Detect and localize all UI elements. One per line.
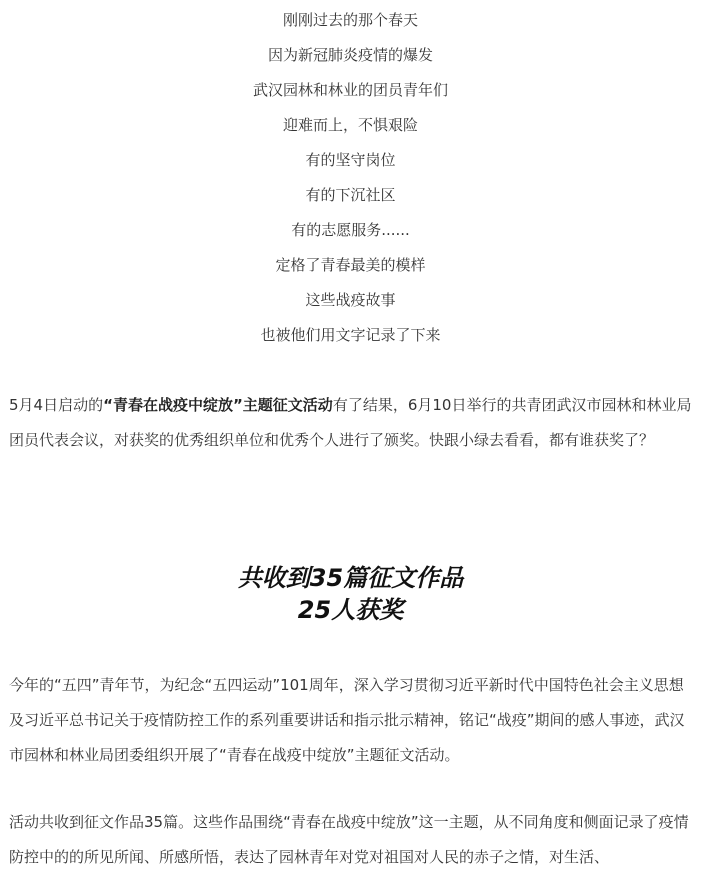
intro-text-before: 5月4日启动的 [9, 396, 104, 414]
poem-line: 也被他们用文字记录了下来 [260, 326, 441, 344]
poem-block [0, 6, 701, 356]
poem-line: 因为新冠肺炎疫情的爆发 [267, 46, 433, 64]
section-heading-line1: 共收到35篇征文作品 [237, 564, 464, 592]
poem-line: 有的坚守岗位 [305, 151, 396, 169]
section-heading [0, 562, 701, 626]
body-paragraph-2: 活动共收到征文作品35篇。这些作品围绕“青春在战疫中绽放”这一主题，从不同角度和侧面记录了疫情防控中的的所见所闻、所感所悟，表达了园林青年对党对祖国对人民的赤子之情，对生活、 [9, 813, 689, 866]
body-paragraph-1: 今年的“五四”青年节，为纪念“五四运动”101周年，深入学习贯彻习近平新时代中国特色社会主义思想及习近平总书记关于疫情防控工作的系列重要讲话和指示批示精神，铭记“战疫”期间的感人事迹，武汉市园林和林业局团委组织开展了“青春在战疫中绽放”主题征文活动。 [9, 676, 685, 764]
poem-line: 刚刚过去的那个春天 [282, 11, 418, 29]
poem-line: 武汉园林和林业的团员青年们 [252, 81, 448, 99]
poem-line: 有的志愿服务...... [291, 221, 410, 239]
poem-line: 这些战疫故事 [305, 291, 396, 309]
intro-paragraph [9, 388, 693, 458]
intro-text-after: 有了结果，6月10日举行的共青团武汉市园林和林业局团员代表会议，对获奖的优秀组织单位和优秀个人进行了颁奖。快跟小绿去看看，都有谁获奖了？ [9, 396, 692, 449]
section-heading-line2: 25人获奖 [297, 596, 404, 624]
poem-line: 迎难而上，不惧艰险 [282, 116, 418, 134]
poem-line: 有的下沉社区 [305, 186, 396, 204]
poem-line: 定格了青春最美的模样 [275, 256, 426, 274]
intro-activity-title: “青春在战疫中绽放”主题征文活动 [103, 396, 333, 414]
